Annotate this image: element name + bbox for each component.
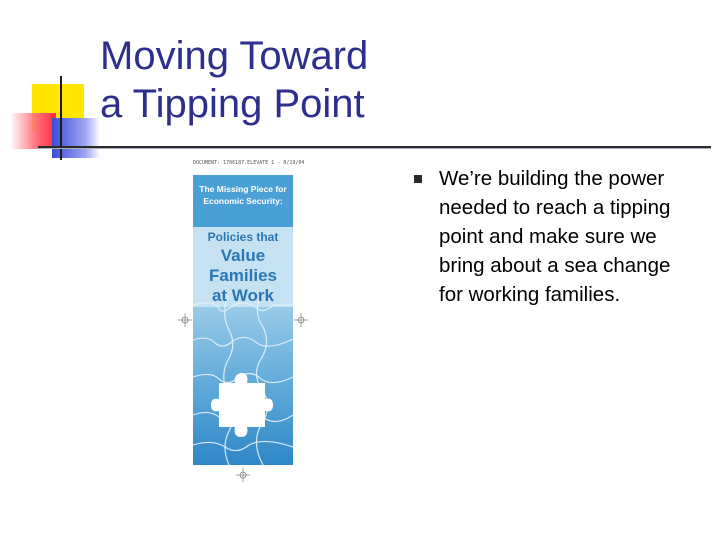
brochure-title-line-2: Value xyxy=(220,246,266,265)
slide-title-line-1: Moving Toward xyxy=(100,34,369,78)
brochure-slug: DOCUMENT: 1706187.ELEVATE 1 - 8/19/04 xyxy=(193,160,305,166)
brochure-cover-image xyxy=(173,155,313,485)
brochure-header-line-1: The Missing Piece for xyxy=(199,184,287,194)
brochure-title-line-4: at Work xyxy=(211,286,275,305)
title-divider-shadow xyxy=(38,148,711,149)
brochure-title-line-1: Policies that xyxy=(207,230,279,244)
slide-title xyxy=(100,32,460,128)
decor-red-square xyxy=(10,113,56,149)
bullet-square-icon xyxy=(414,175,422,183)
bullet-text: We’re building the power needed to reach a tipping point and make sure we bring about a sea change for working families. xyxy=(439,167,671,306)
slide-title-line-2: a Tipping Point xyxy=(100,82,365,126)
brochure-header-line-2: Economic Security: xyxy=(203,196,283,206)
brochure-title-line-3: Families xyxy=(208,266,278,285)
